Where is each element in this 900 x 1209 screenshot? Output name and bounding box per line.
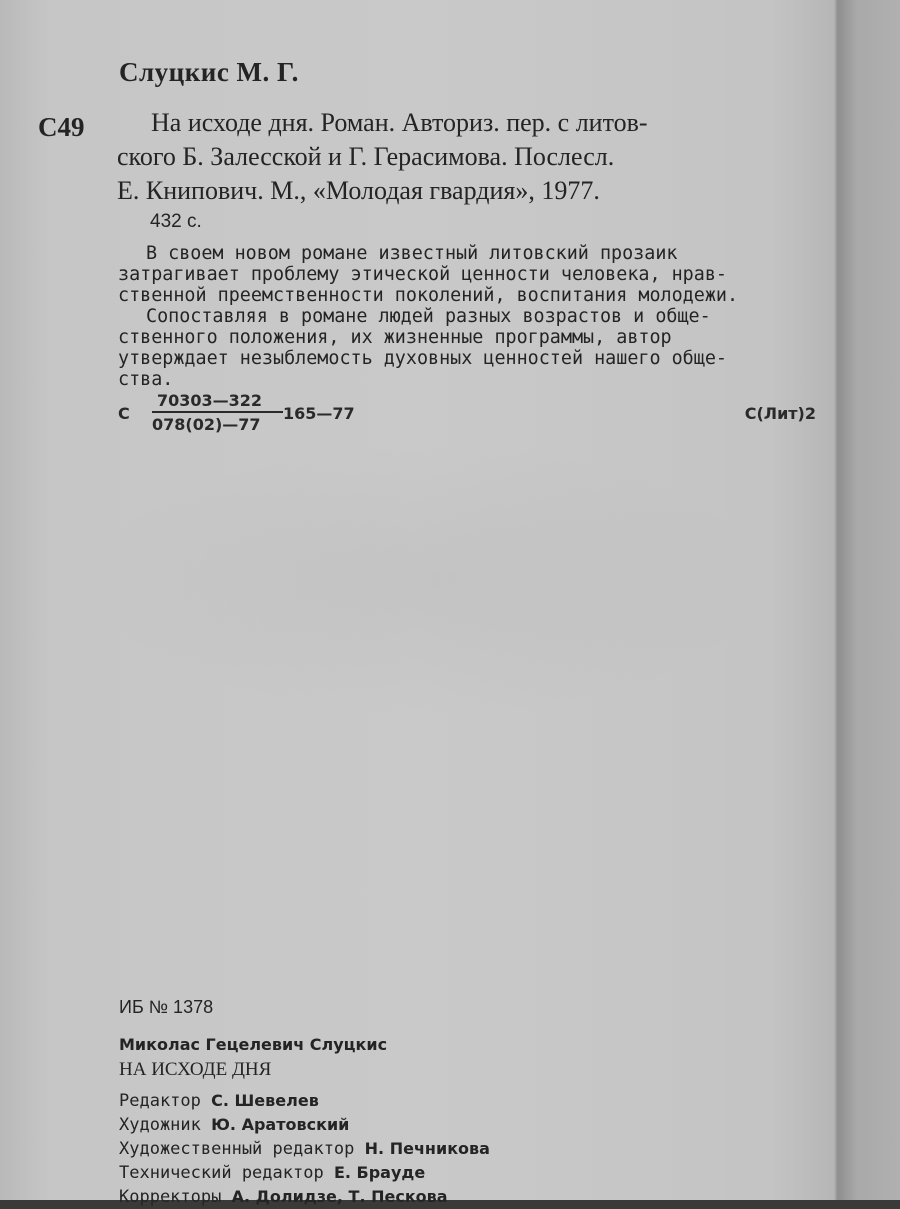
adjacent-page-edge (838, 0, 900, 1200)
credit-role: Корректоры (119, 1187, 222, 1207)
book-title: НА ИСХОДЕ ДНЯ (119, 1059, 272, 1080)
imprint-block (119, 996, 490, 1209)
annotation-line: ства. (118, 369, 174, 390)
entry-line: На исходе дня. Роман. Авториз. пер. с литов- (151, 108, 648, 137)
credit-line (119, 1185, 490, 1209)
annotation (118, 243, 820, 390)
index-prefix: С (118, 404, 130, 423)
bibliographic-entry (117, 106, 829, 208)
annotation-line: ственного положения, их жизненные программы, автор (118, 327, 672, 348)
credit-line (119, 1161, 490, 1185)
annotation-line: ственной преемственности поколений, воспитания молодежи. (118, 285, 739, 306)
entry-line: Е. Книпович. М., «Молодая гвардия», 1977. (117, 176, 600, 205)
index-numerator: 70303—322 (152, 391, 283, 413)
catalog-code: С49 (38, 112, 85, 142)
annotation-line: В своем новом романе известный литовский прозаик (146, 243, 678, 264)
ib-number: ИБ № 1378 (119, 997, 214, 1017)
credit-line (119, 1113, 490, 1137)
credit-role: Художественный редактор (119, 1139, 355, 1159)
print-through-shadow (80, 440, 780, 720)
author-heading: Слуцкис М. Г. (119, 57, 299, 87)
credit-name: Ю. Аратовский (211, 1115, 350, 1134)
annotation-line: затрагивает проблему этической ценности человека, нрав- (118, 264, 727, 285)
credit-name: Н. Печникова (364, 1139, 490, 1158)
credit-name: Е. Брауде (333, 1163, 426, 1182)
index-fraction (152, 391, 283, 434)
author-full-name: Миколас Гецелевич Слуцкис (119, 1035, 388, 1054)
credit-role: Технический редактор (119, 1163, 324, 1183)
credit-name: А. Долидзе, Т. Пескова (231, 1187, 448, 1206)
annotation-line: Сопоставляя в романе людей разных возрастов и обще- (146, 306, 711, 327)
classification-code: С(Лит)2 (744, 404, 816, 423)
index-suffix: 165—77 (283, 404, 355, 423)
annotation-line: утверждает незыблемость духовных ценностей нашего обще- (118, 348, 727, 369)
page-count: 432 с. (150, 211, 202, 232)
credit-name: С. Шевелев (211, 1091, 319, 1110)
credit-line (119, 1089, 490, 1113)
entry-line: ского Б. Залесской и Г. Герасимова. Послесл. (117, 142, 615, 171)
credit-role: Художник (119, 1115, 201, 1135)
credit-line (119, 1137, 490, 1161)
credit-role: Редактор (119, 1091, 201, 1111)
index-denominator: 078(02)—77 (152, 415, 261, 434)
